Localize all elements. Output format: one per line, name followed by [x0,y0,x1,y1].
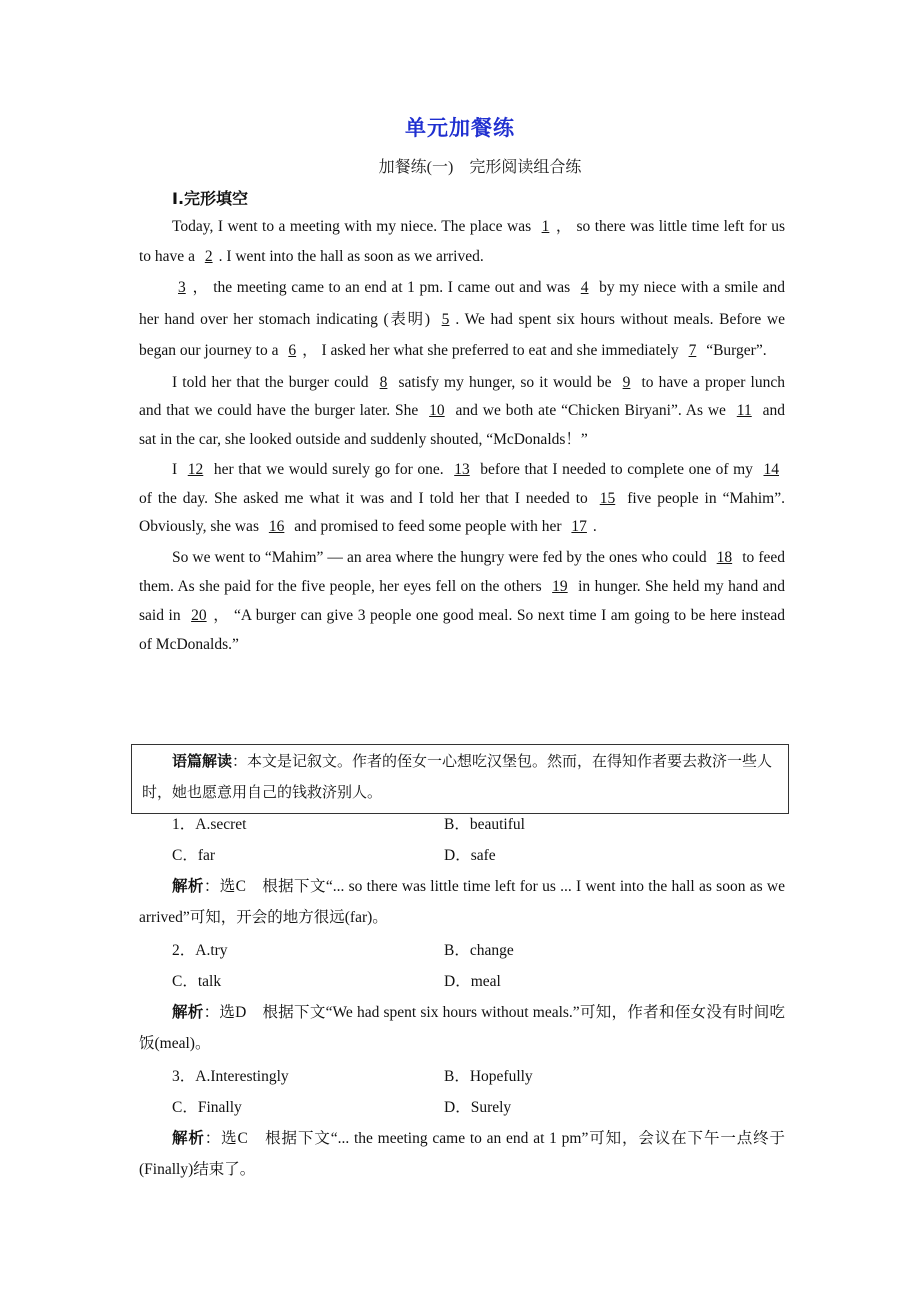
explanation [139,871,785,933]
page-title: 单元加餐练 [405,116,515,140]
option-b: B．change [444,942,514,959]
section-heading: Ⅰ.完形填空 [172,189,249,208]
explanation-label: 解析 [172,878,204,895]
explanation-text: ：选D 根据下文“We had spent six hours without meals.”可知，作者和侄女没有时间吃饭(meal)。 [139,1004,785,1052]
option-d: D．Surely [444,1099,512,1116]
option-c: C．far [172,847,216,864]
question-3 [139,1061,785,1185]
blank-13: 13 [454,461,470,478]
blank-11: 11 [736,402,752,419]
blank-12: 12 [187,461,204,478]
blank-16: 16 [268,518,285,535]
option-d: D．meal [444,973,501,990]
page-subtitle: 加餐练(一) 完形阅读组合练 [378,159,582,176]
explanation-text: ：选C 根据下文“... the meeting came to an end at 1 pm”可知，会议在下午一点终于(Finally)结束了。 [139,1130,785,1178]
blank-7: 7 [688,342,697,359]
passage-paragraph: I told her that the burger could 8 satisfy my hunger, so it would be 9 to have a proper lunch and that we could have the burger later. She 10 and we both ate “Chicken Biryani”. As we 11 and sat in the car, she looked outside and suddenly shouted, “McDonalds！” [139,373,785,448]
blank-17: 17 [571,518,587,535]
blank-1: 1 [541,218,550,235]
explanation-label: 解析 [172,1130,205,1147]
option-a: 1．A.secret [172,816,247,833]
passage-paragraph: So we went to “Mahim” — an area where the hungry were fed by the ones who could 18 to feed them. As she paid for the five people, her eyes fell on the others 19 in hunger. She held my hand and said in 20 ， “A burger can give 3 people one good meal. So next time I am going to be here instead of McDonalds.” [139,548,786,653]
option-d: D．safe [444,847,496,864]
summary-text: ：本文是记叙文。作者的侄女一心想吃汉堡包。然而，在得知作者要去救济一些人时，她也愿意用自己的钱救济别人。 [142,754,773,801]
option-c: C．talk [172,973,222,990]
explanation-text: ：选C 根据下文“... so there was little time left for us ... I went into the hall as soon as we arrived”可知，开会的地方很远(far)。 [139,878,785,926]
blank-4: 4 [580,279,589,296]
option-b: B．beautiful [444,816,525,833]
blank-6: 6 [288,342,297,359]
passage-paragraph: Today, I went to a meeting with my niece. The place was 1 ， so there was little time left for us to have a 2 . I went into the hall as soon as we arrived. [139,218,786,265]
cloze-passage [139,212,785,659]
explanation-label: 解析 [172,1004,204,1021]
question-1 [139,809,785,933]
option-c: C．Finally [172,1099,242,1116]
blank-9: 9 [622,373,631,391]
explanation [139,997,785,1059]
blank-5: 5 [441,310,450,328]
blank-20: 20 [191,606,207,624]
summary-label: 语篇解读 [172,754,233,770]
option-b: B．Hopefully [444,1068,533,1085]
blank-19: 19 [552,577,568,595]
passage-paragraph: I 12 her that we would surely go for one. 13 before that I needed to complete one of my 14 of the day. She asked me what it was and I told her that I needed to 15 five people in “Mahim”. Obviously, she was 16 and promised to feed some people with her 17 . [139,461,785,535]
passage-summary-box [131,744,789,814]
option-a: 3．A.Interestingly [172,1068,289,1085]
blank-14: 14 [763,461,779,478]
question-2 [139,935,785,1059]
blank-18: 18 [716,548,733,566]
blank-3: 3 [178,279,186,296]
passage-paragraph: 3 ， the meeting came to an end at 1 pm. I came out and was 4 by my niece with a smile and her hand over her stomach indicating (表明) 5 . We had spent six hours without meals. Before we began our journey to a 6 ， I asked her what she preferred to eat and she immediately 7 “Burger”. [139,279,785,359]
blank-2: 2 [204,248,213,265]
blank-8: 8 [379,373,388,391]
explanation [139,1123,785,1185]
blank-15: 15 [599,489,616,507]
blank-10: 10 [429,402,445,419]
option-a: 2．A.try [172,942,228,959]
